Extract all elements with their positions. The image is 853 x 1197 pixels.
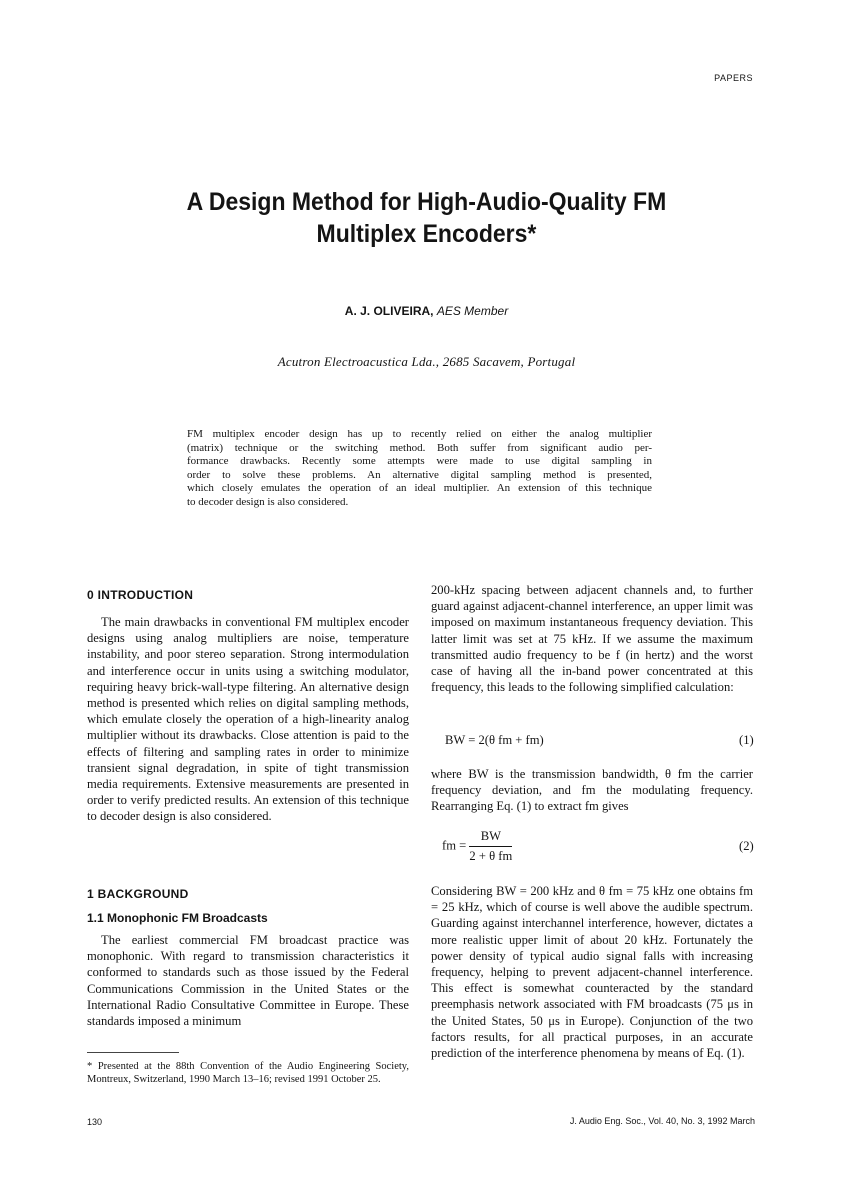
paragraph: The main drawbacks in conventional FM multiplex encoder designs using analog multipliers are noise, temperature instability, and poor stereo separation. Strong intermodulation and interference occur in units using a switching modulator, requiring heavy brick-wall-type filtering. An alternative design method is presented which relies on digital sampling methods, which emulate closely the operation of a high-linearity analog multiplier without its drawbacks. Close attention is paid to the effects of filtering and sampling rates in order to minimize transient signal degradation, in spite of tight transmission media requirements. Extensive measurements are presented in order to verify predicted results. An extension of this technique to decoder design is also considered. <box>87 615 409 824</box>
section-heading-introduction: 0 INTRODUCTION <box>87 588 194 602</box>
author-membership: AES Member <box>436 304 509 318</box>
author-name: A. J. OLIVEIRA, <box>344 304 434 318</box>
equation-2-numerator: BW <box>469 829 512 847</box>
equation-2-fraction <box>469 829 512 864</box>
equation-2-lhs: fm = <box>442 838 467 853</box>
abstract <box>187 428 652 510</box>
footnote-rule <box>87 1052 179 1053</box>
abstract-line: (matrix) technique or the switching method. Both suffer from significant audio per- <box>187 441 652 454</box>
abstract-line: formance drawbacks. Recently some attempts were made to use digital sampling in <box>187 455 652 468</box>
paragraph: The earliest commercial FM broadcast practice was monophonic. With regard to transmission characteristics it conformed to standards such as those issued by the Federal Communications Commission in the United States or the International Radio Consultative Committee in Europe. These standards imposed a minimum <box>87 933 409 1029</box>
footnote: * Presented at the 88th Convention of the Audio Engineering Society, Montreux, Switzerland, 1990 March 13–16; revised 1991 October 25. <box>87 1061 409 1085</box>
abstract-line: order to solve these problems. An alternative digital sampling method is presented, <box>187 468 652 481</box>
subsection-heading-monophonic: 1.1 Monophonic FM Broadcasts <box>87 911 268 925</box>
paragraph: Considering BW = 200 kHz and θ fm = 75 kHz one obtains fm = 25 kHz, which of course is well above the audible spectrum. Guarding against interchannel interference, however, dictates a more realistic upper limit of about 20 kHz. Fortunately the power density of typical audio signal falls with increasing frequency, helping to prevent adjacent-channel interference. This effect is somewhat counteracted by the standard preemphasis network associated with FM broadcasts (75 μs in the United States, 50 μs in Europe). Conjunction of the two factors results, for all practical purposes, in an accurate prediction of the interference phenomena by means of Eq. (1). <box>431 884 753 1061</box>
right-paragraph-1 <box>431 582 753 695</box>
introduction-text <box>87 614 409 825</box>
journal-citation: J. Audio Eng. Soc., Vol. 40, No. 3, 1992 March <box>569 1116 755 1126</box>
abstract-line: to decoder design is also considered. <box>187 495 349 508</box>
monophonic-text <box>87 932 409 1029</box>
equation-2-denominator: 2 + θ fm <box>469 849 513 863</box>
abstract-line: FM multiplex encoder design has up to recently relied on either the analog multiplier <box>187 428 652 440</box>
abstract-line: which closely emulates the operation of an ideal multiplier. An extension of this technique <box>187 482 652 495</box>
running-head: PAPERS <box>714 73 753 83</box>
equation-2 <box>442 829 512 864</box>
equation-2-number: (2) <box>739 839 754 853</box>
right-paragraph-2 <box>431 766 753 815</box>
author-line <box>0 304 853 318</box>
title-line-2: Multiplex Encoders* <box>316 220 537 248</box>
right-paragraph-3 <box>431 883 753 1061</box>
equation-1-number: (1) <box>739 733 754 747</box>
equation-1: BW = 2(θ fm + fm) <box>445 733 544 747</box>
section-heading-background: 1 BACKGROUND <box>87 887 189 901</box>
affiliation: Acutron Electroacustica Lda., 2685 Sacavem, Portugal <box>277 354 576 369</box>
title-line-1: A Design Method for High-Audio-Quality FM <box>186 188 667 216</box>
page-number: 130 <box>87 1117 103 1127</box>
paragraph: 200-kHz spacing between adjacent channels and, to further guard against adjacent-channel interference, an upper limit was imposed on maximum instantaneous frequency deviation. This latter limit was set at 75 kHz. If we assume the maximum transmitted audio frequency to be f (in hertz) and the worst case of having all the in-band power concentrated at this frequency, this leads to the following simplified calculation: <box>431 583 753 695</box>
paper-title <box>34 186 819 250</box>
paragraph: where BW is the transmission bandwidth, θ fm the carrier frequency deviation, and fm the modulating frequency. Rearranging Eq. (1) to extract fm gives <box>431 767 753 814</box>
